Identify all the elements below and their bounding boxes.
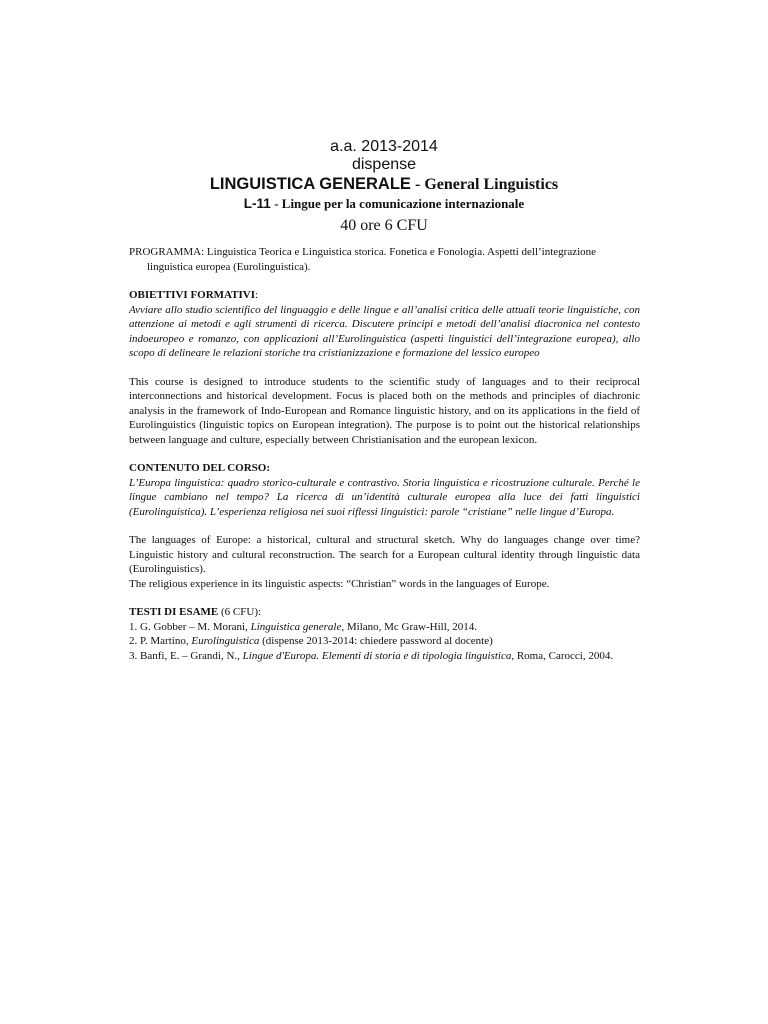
document-type: dispense — [351, 156, 417, 173]
obiettivi-heading-line: OBIETTIVI FORMATIVI: — [129, 289, 259, 301]
contenuto-english-2: The religious experience in its linguistic aspects: “Christian” words in the languages of Europe. — [129, 577, 550, 590]
contenuto-heading: CONTENUTO DEL CORSO: — [129, 462, 270, 474]
degree-line — [0, 194, 768, 214]
course-title-line — [0, 174, 768, 195]
testi-heading: TESTI DI ESAME — [129, 606, 219, 618]
degree-name: - Lingue per la comunicazione internazionale — [274, 196, 525, 211]
testi-item: 1. G. Gobber – M. Morani, Linguistica generale, Milano, Mc Graw-Hill, 2014. — [129, 620, 478, 633]
degree-code: L-11 — [243, 196, 271, 211]
course-title: LINGUISTICA GENERALE — [209, 175, 411, 193]
obiettivi-heading: OBIETTIVI FORMATIVI — [129, 289, 256, 301]
document-body — [129, 245, 640, 663]
course-credits: 40 ore 6 CFU — [340, 217, 428, 234]
testi-heading-line — [129, 605, 640, 620]
course-title-english: - General Linguistics — [415, 176, 559, 193]
academic-year: a.a. 2013-2014 — [330, 138, 438, 155]
contenuto-italian: L’Europa linguistica: quadro storico-culturale e contrastivo. Storia linguistica e ricostruzione culturale. Perché le lingue cambiano nel tempo? La ricerca di un’identità culturale europea alla luce dei fatti linguistici (Eurolinguistica). L’esperienza religiosa nei suoi riflessi linguistici: parole “cristiane” nelle lingue d’Europa. — [129, 476, 640, 518]
document-header — [0, 138, 768, 236]
testi-item: 3. Banfi, E. – Grandi, N., Lingue d'Europa. Elementi di storia e di tipologia linguistica, Roma, Carocci, 2004. — [129, 649, 614, 662]
obiettivi-english: This course is designed to introduce students to the scientific study of languages and to their reciprocal interconnections and historical development. Focus is placed both on the methods and principles of diachronic analysis in the framework of Indo-European and Romance linguistic history, and on its applications in the field of Eurolinguistics (linguistic topics on European integration). The purpose is to point out the historical relationships between language and culture, especially between Christianisation and the european lexicon. — [129, 375, 640, 446]
programma-paragraph: PROGRAMMA: Linguistica Teorica e Linguistica storica. Fonetica e Fonologia. Aspetti dell’integrazione linguistica europea (Eurolinguistica). — [129, 246, 597, 273]
contenuto-english-1: The languages of Europe: a historical, cultural and structural sketch. Why do languages change over time? Linguistic history and cultural reconstruction. The search for a European cultural identity through linguistic data (Eurolinguistics). — [129, 534, 640, 575]
testi-heading-note: (6 CFU): — [221, 606, 262, 618]
obiettivi-italian: Avviare allo studio scientifico del linguaggio e delle lingue e all’analisi critica delle attuali teorie linguistiche, con attenzione ai metodi e agli strumenti di ricerca. Discutere principi e metodi dell’analisi diacronica nel contesto indoeuropeo e romanzo, con applicazioni all’Eurolinguistica (aspetti linguistici dell’integrazione europea), allo scopo di delineare le relazioni storiche tra cristianizzazione e formazione del lessico europeo — [129, 303, 640, 359]
testi-item: 2. P. Martino, Eurolinguistica (dispense 2013-2014: chiedere password al docente) — [129, 635, 493, 647]
